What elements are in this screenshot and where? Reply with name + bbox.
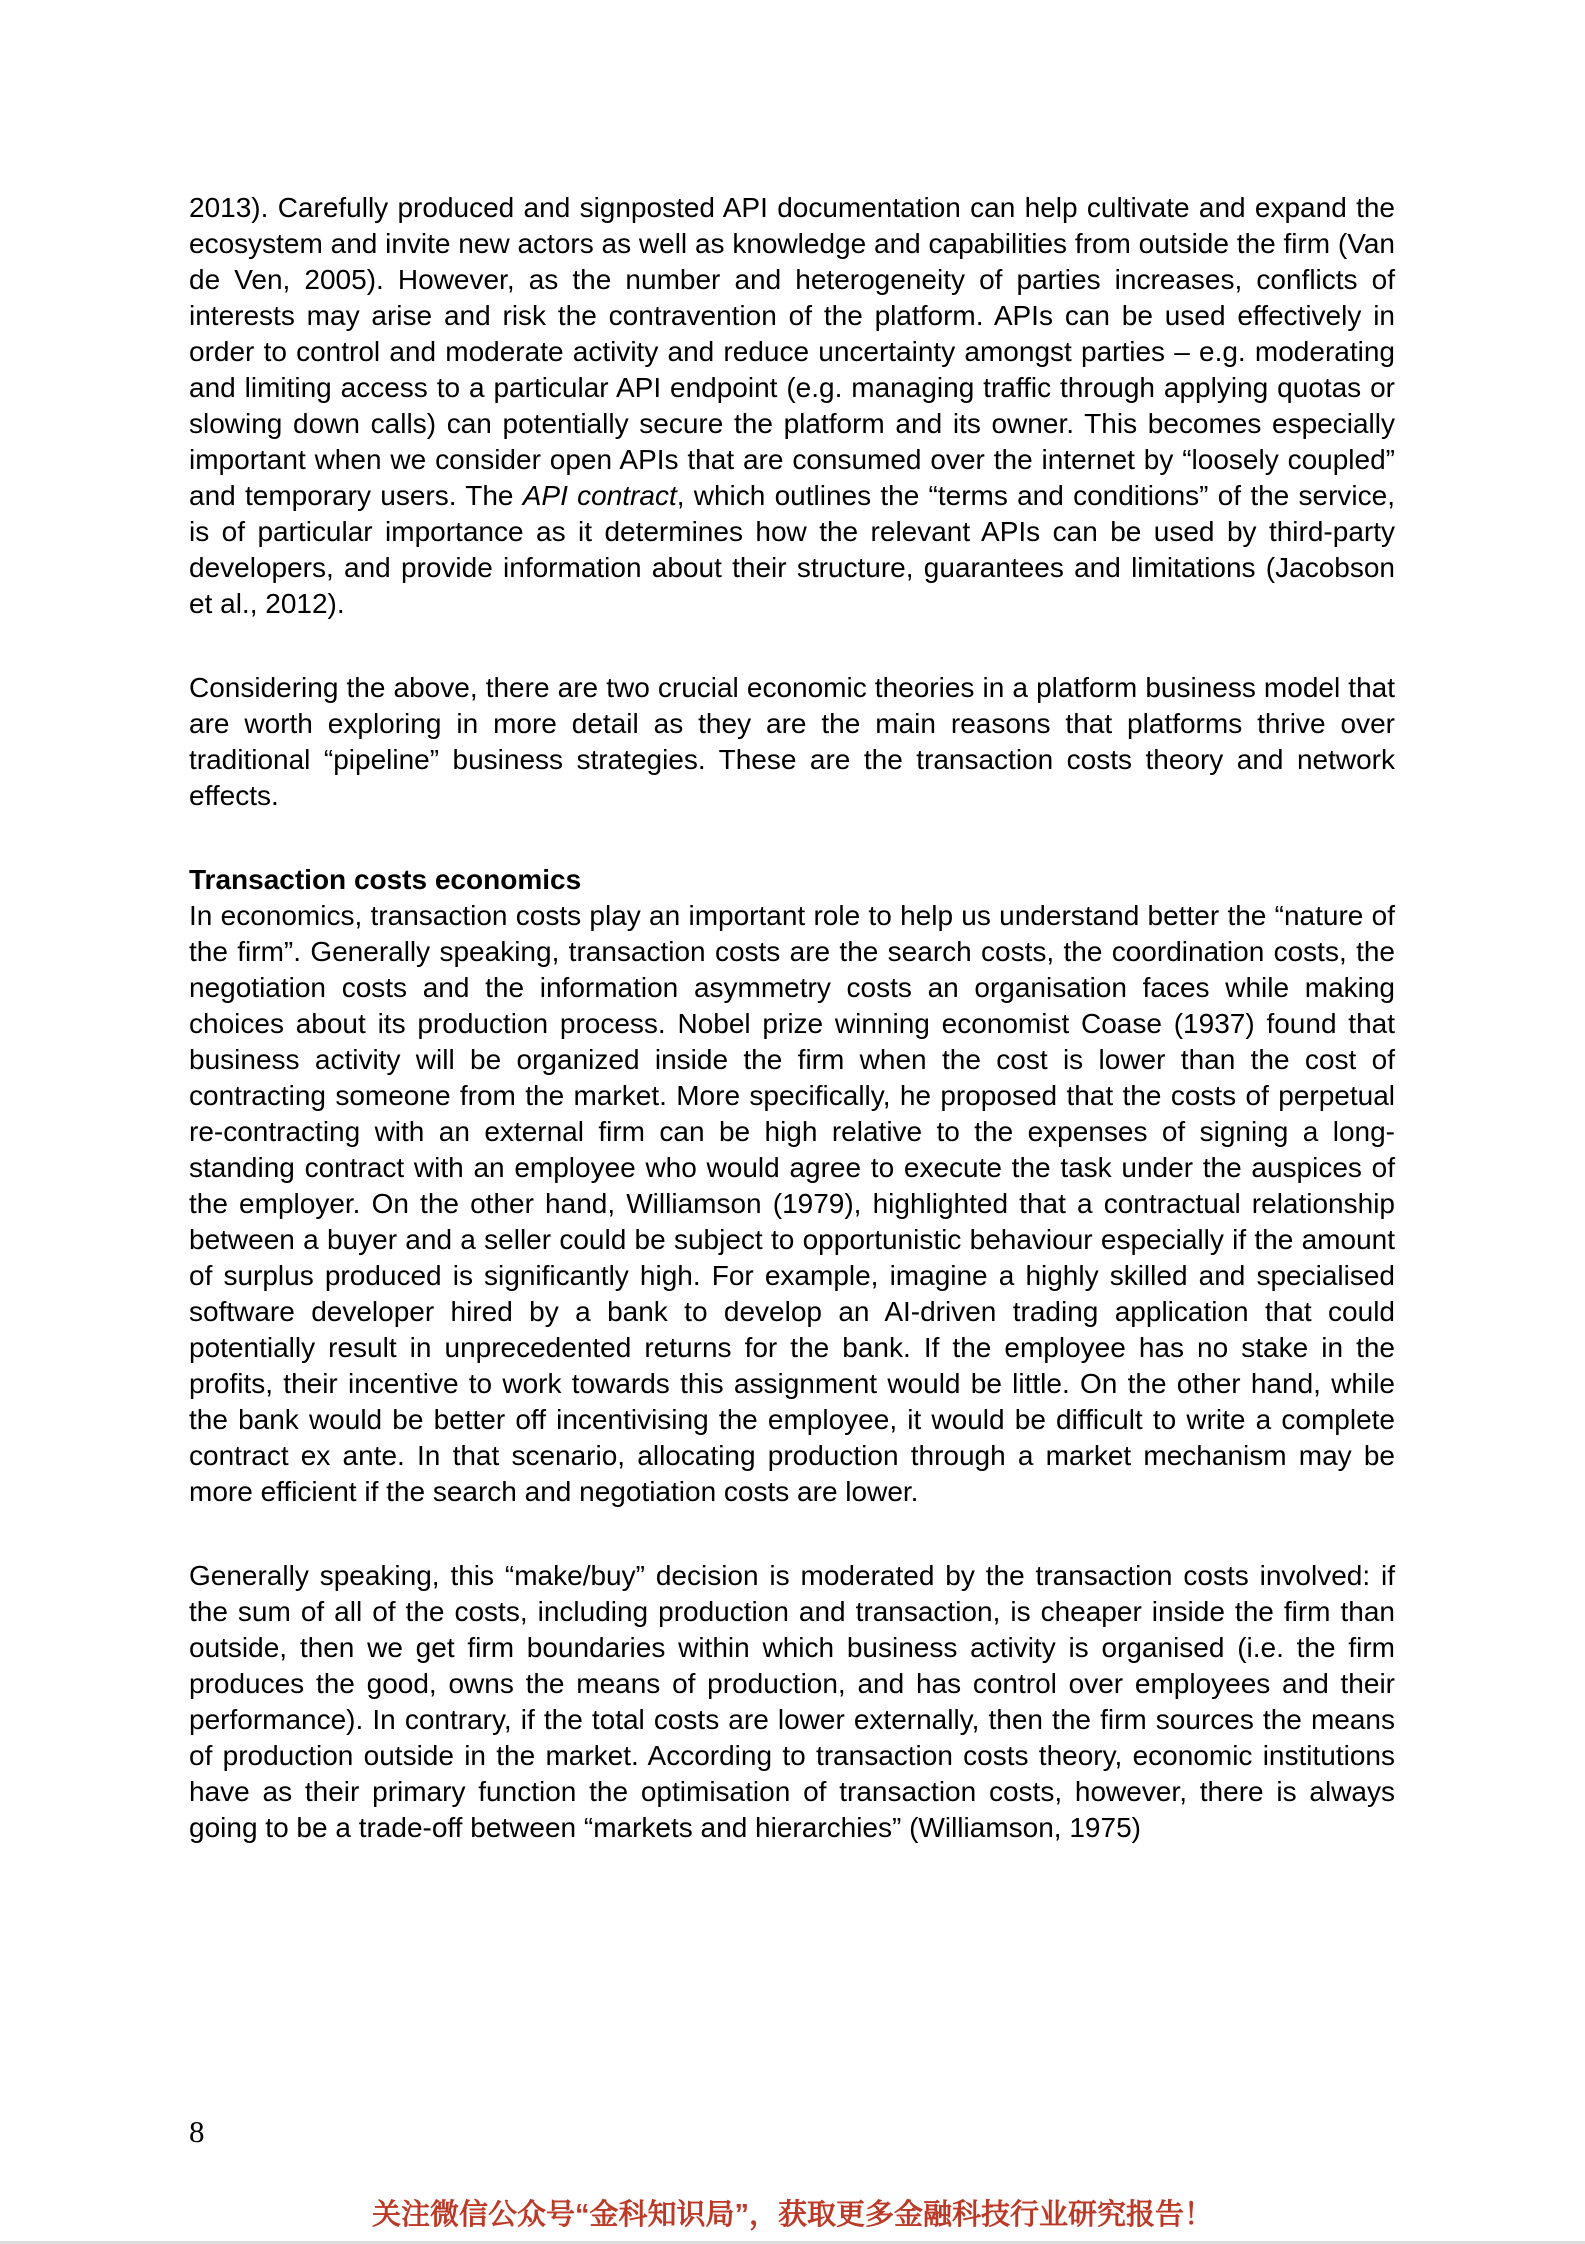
section-heading-transaction-costs: Transaction costs economics (189, 864, 582, 895)
paragraph-text: , which outlines the “terms and conditions” of the service, is of particular importance as it determines how the relevant APIs can be used by third-party developers, and provide information about their structure, guarantees and limitations (Jacobson et al., 2012). (189, 480, 1395, 619)
paragraph-text: 2013). Carefully produced and signposted API documentation can help cultivate and expand the ecosystem and invite new actors as well as knowledge and capabilities from outside the firm (Van de Ven, 2005). However, as the number and heterogeneity of parties increases, conflicts of interests may arise and risk the contravention of the platform. APIs can be used effectively in order to control and moderate activity and reduce uncertainty amongst parties – e.g. moderating and limiting access to a particular API endpoint (e.g. managing traffic through applying quotas or slowing down calls) can potentially secure the platform and its owner. This becomes especially important when we consider open APIs that are consumed over the internet by “loosely coupled” and temporary users. The (189, 192, 1395, 511)
paragraph-transaction-costs: In economics, transaction costs play an important role to help us understand better the “nature of the firm”. Generally speaking, transaction costs are the search costs, the coordination costs, the negotiation costs and the information asymmetry costs an organisation faces while making choices about its production process. Nobel prize winning economist Coase (1937) found that business activity will be organized inside the firm when the cost is lower than the cost of contracting someone from the market. More specifically, he proposed that the costs of perpetual re-contracting with an external firm can be high relative to the expenses of signing a long-standing contract with an employee who would agree to execute the task under the auspices of the employer. On the other hand, Williamson (1979), highlighted that a contractual relationship between a buyer and a seller could be subject to opportunistic behaviour especially if the amount of surplus produced is significantly high. For example, imagine a highly skilled and specialised software developer hired by a bank to develop an AI-driven trading application that could potentially result in unprecedented returns for the bank. If the employee has no stake in the profits, their incentive to work towards this assignment would be little. On the other hand, while the bank would be better off incentivising the employee, it would be difficult to write a complete contract ex ante. In that scenario, allocating production through a market mechanism may be more efficient if the search and negotiation costs are lower. (189, 900, 1395, 1507)
italic-term-api-contract: API contract (522, 480, 677, 511)
page-content (189, 190, 1395, 1846)
paragraph-two-theories: Considering the above, there are two crucial economic theories in a platform business model that are worth exploring in more detail as they are the main reasons that platforms thrive over traditional “pipeline” business strategies. These are the transaction costs theory and network effects. (189, 672, 1395, 811)
paragraph-api-documentation (189, 190, 1395, 622)
wechat-promo-text: 关注微信公众号“金科知识局”，获取更多金融科技行业研究报告！ (371, 2199, 1213, 2231)
page-number: 8 (189, 2114, 205, 2149)
paragraph-make-buy: Generally speaking, this “make/buy” decision is moderated by the transaction costs involved: if the sum of all of the costs, including production and transaction, is cheaper inside the firm than outside, then we get firm boundaries within which business activity is organised (i.e. the firm produces the good, owns the means of production, and has control over employees and their performance). In contrary, if the total costs are lower externally, then the firm sources the means of production outside in the market. According to transaction costs theory, economic institutions have as their primary function the optimisation of transaction costs, however, there is always going to be a trade-off between “markets and hierarchies” (Williamson, 1975) (189, 1560, 1395, 1843)
